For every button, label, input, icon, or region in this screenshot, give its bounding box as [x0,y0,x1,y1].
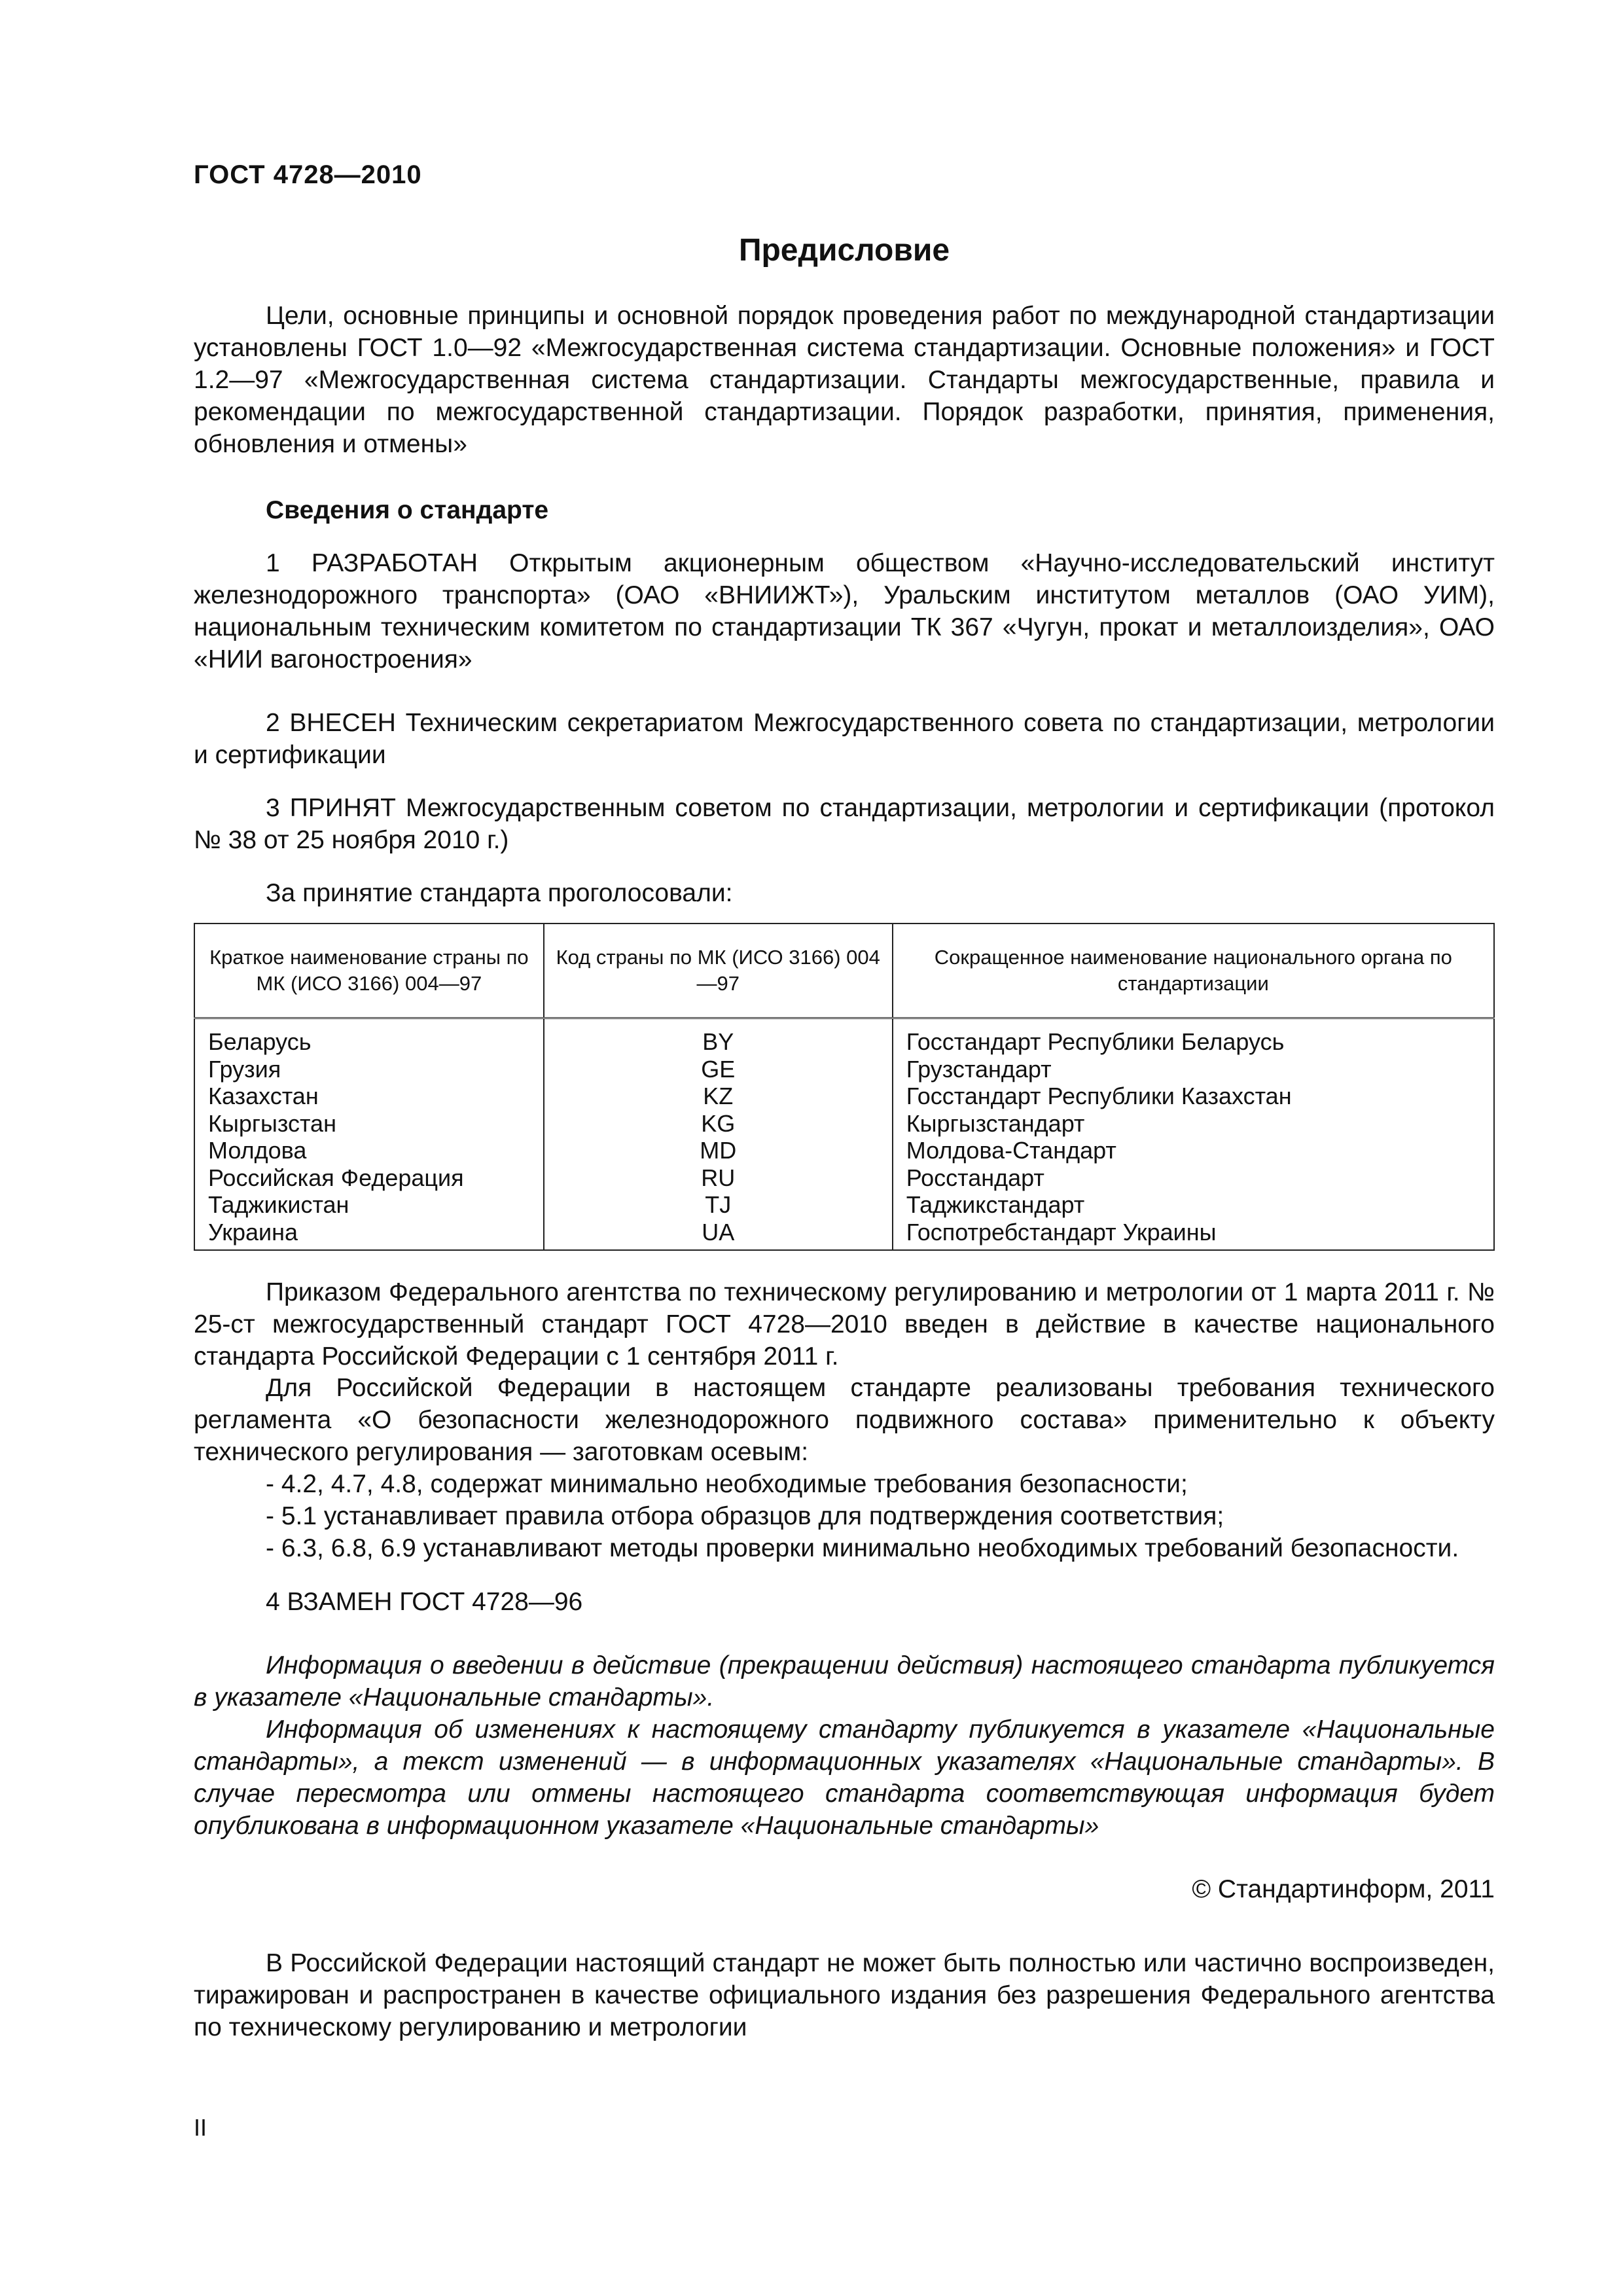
info-note-1: Информация о введении в действие (прекращении действия) настоящего стандарта публикуется в указателе «Национальные стандарты». [194,1651,1495,1712]
vote-caption: За принятие стандарта проголосовали: [266,879,733,907]
country-code: MD [544,1137,893,1164]
country-name: Казахстан [194,1083,544,1110]
table-row [194,1164,1494,1192]
item-replaces: 4 ВЗАМЕН ГОСТ 4728—96 [266,1588,583,1616]
table-row [194,1137,1494,1164]
item-developed: 1 РАЗРАБОТАН Открытым акционерным обществом «Научно-исследовательский институт железнодорожного транспорта» (ОАО «ВНИИЖТ»), Уральским институтом металлов (ОАО УИМ), национальным техническим комитетом по стандартизации ТК 367 «Чугун, прокат и металлоизделия», ОАО «НИИ вагоностроения» [194,549,1495,673]
rights-paragraph: В Российской Федерации настоящий стандарт не может быть полностью или частично воспроизведен, тиражирован и распространен в качестве официального издания без разрешения Федерального агентства по техническому регулированию и метрологии [194,1949,1495,2041]
page-title: Предисловие [738,233,950,268]
country-code: RU [544,1164,893,1192]
table-row [194,1018,1494,1056]
table-row [194,1056,1494,1083]
item-submitted: 2 ВНЕСЕН Техническим секретариатом Межгосударственного совета по стандартизации, метрологии и сертификации [194,709,1495,769]
header-country-name: Краткое наименование страны по МК (ИСО 3166) 004—97 [194,924,544,1018]
country-name: Таджикистан [194,1191,544,1219]
table-row [194,1110,1494,1138]
table-row [194,1191,1494,1219]
voting-table [194,923,1495,1251]
national-body: Таджикстандарт [893,1191,1494,1219]
national-body: Госстандарт Республики Казахстан [893,1083,1494,1110]
header-national-body: Сокращенное наименование национального органа по стандартизации [893,924,1494,1018]
country-code: KZ [544,1083,893,1110]
country-code: BY [544,1018,893,1056]
bullet-item: - 5.1 устанавливает правила отбора образцов для подтверждения соответствия; [266,1502,1224,1530]
country-code: TJ [544,1191,893,1219]
bullet-item: - 4.2, 4.7, 4.8, содержат минимально необходимые требования безопасности; [266,1470,1188,1498]
item-adopted: 3 ПРИНЯТ Межгосударственным советом по стандартизации, метрологии и сертификации (протокол № 38 от 25 ноября 2010 г.) [194,794,1495,854]
order-paragraph: Приказом Федерального агентства по техническому регулированию и метрологии от 1 марта 2011 г. № 25-ст межгосударственный стандарт ГОСТ 4728—2010 введен в действие в качестве национального стандарта Российской Федерации с 1 сентября 2011 г. [194,1278,1495,1371]
copyright-line: © Стандартинформ, 2011 [1192,1875,1495,1903]
table-row [194,1083,1494,1110]
national-body: Росстандарт [893,1164,1494,1192]
national-body: Госстандарт Республики Беларусь [893,1018,1494,1056]
header-country-code: Код страны по МК (ИСО 3166) 004—97 [544,924,893,1018]
national-body: Грузстандарт [893,1056,1494,1083]
info-note-2: Информация об изменениях к настоящему стандарту публикуется в указателе «Национальные стандарты», а текст изменений — в информационных указателях «Национальные стандарты». В случае пересмотра или отмены настоящего стандарта соответствующая информация будет опубликована в информационном указателе «Национальные стандарты» [194,1715,1495,1840]
country-code: UA [544,1219,893,1251]
standard-number: ГОСТ 4728—2010 [194,160,422,189]
country-name: Грузия [194,1056,544,1083]
regulation-paragraph: Для Российской Федерации в настоящем стандарте реализованы требования технического регламента «О безопасности железнодорожного подвижного состава» применительно к объекту технического регулирования — заготовкам осевым: [194,1374,1495,1466]
national-body: Молдова-Стандарт [893,1137,1494,1164]
bullet-item: - 6.3, 6.8, 6.9 устанавливают методы проверки минимально необходимых требований безопасности. [266,1534,1459,1562]
info-heading: Сведения о стандарте [266,496,549,524]
country-name: Российская Федерация [194,1164,544,1192]
table-header-row [194,924,1494,1018]
page-number: II [194,2114,207,2141]
country-code: GE [544,1056,893,1083]
country-name: Кыргызстан [194,1110,544,1138]
national-body: Кыргызстандарт [893,1110,1494,1138]
table-row [194,1219,1494,1251]
intro-paragraph: Цели, основные принципы и основной порядок проведения работ по международной стандартизации установлены ГОСТ 1.0—92 «Межгосударственная система стандартизации. Основные положения» и ГОСТ 1.2—97 «Межгосударственная система стандартизации. Стандарты межгосударственные, правила и рекомендации по межгосударственной стандартизации. Порядок разработки, принятия, применения, обновления и отмены» [194,302,1495,458]
national-body: Госпотребстандарт Украины [893,1219,1494,1251]
country-name: Украина [194,1219,544,1251]
country-code: KG [544,1110,893,1138]
country-name: Молдова [194,1137,544,1164]
country-name: Беларусь [194,1018,544,1056]
